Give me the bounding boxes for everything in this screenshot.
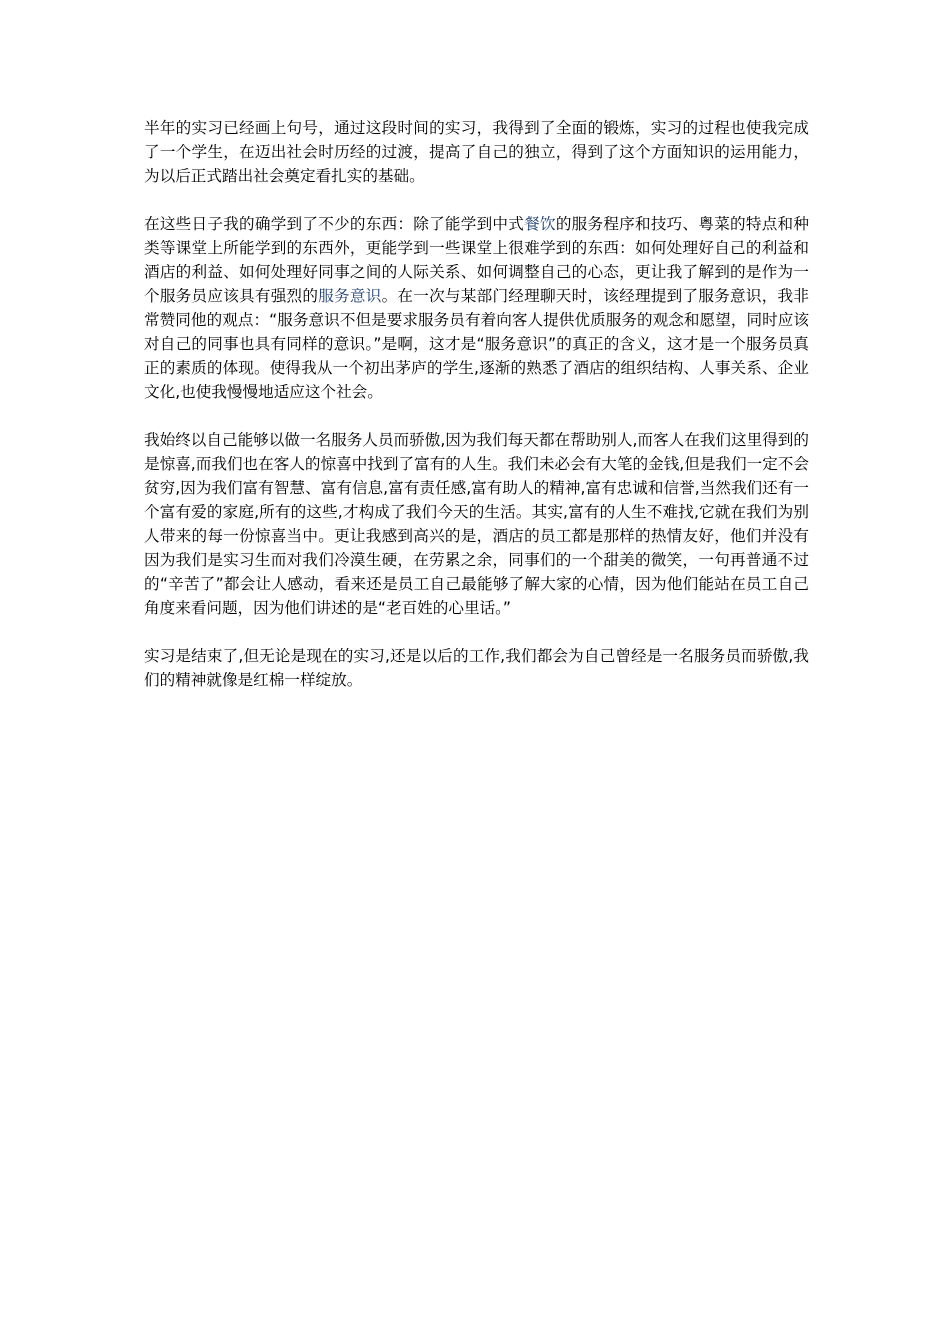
paragraph-text: 的服务程序和技巧、粤菜的特点和种类等课堂上所能学到的东西外，更能学到一些课堂上很难学到的东西：如何处理好自己的利益和酒店的利益、如何处理好同事之间的人际关系、如何调整自己的心态，更让我了解到的是作为一个服务员应该具有强烈的 [144,215,809,305]
paragraph-text: 我始终以自己能够以做一名服务人员而骄傲,因为我们每天都在帮助别人,而客人在我们这里得到的是惊喜,而我们也在客人的惊喜中找到了富有的人生。我们未必会有大笔的金钱,但是我们一定不会贫穷,因为我们富有智慧、富有信息,富有责任感,富有助人的精神,富有忠诚和信誉,当然我们还有一个富有爱的家庭,所有的这些,才构成了我们今天的生活。其实,富有的人生不难找,它就在我们为别人带来的每一份惊喜当中。更让我感到高兴的是，酒店的员工都是那样的热情友好，他们并没有因为我们是实习生而对我们冷漠生硬，在劳累之余，同事们的一个甜美的微笑，一句再普通不过的“辛苦了”都会让人感动，看来还是员工自己最能够了解大家的心情，因为他们能站在员工自己角度来看问题，因为他们讲述的是“老百姓的心里话。” [144,431,809,617]
link-service-awareness[interactable]: 服务意识 [318,287,382,305]
paragraph-text: 实习是结束了,但无论是现在的实习,还是以后的工作,我们都会为自己曾经是一名服务员而骄傲,我们的精神就像是红棉一样绽放。 [144,647,809,689]
paragraph-4 [144,644,809,692]
paragraph-text: 半年的实习已经画上句号，通过这段时间的实习，我得到了全面的锻炼，实习的过程也使我完成了一个学生，在迈出社会时历经的过渡，提高了自己的独立，得到了这个方面知识的运用能力，为以后正式踏出社会奠定看扎实的基础。 [144,119,809,185]
link-catering[interactable]: 餐饮 [524,215,556,233]
paragraph-3 [144,428,809,620]
paragraph-1 [144,116,809,188]
paragraph-text: 在这些日子我的确学到了不少的东西：除了能学到中式 [144,215,525,233]
document-body [144,116,809,692]
paragraph-2 [144,212,809,404]
paragraph-text: 。在一次与某部门经理聊天时，该经理提到了服务意识，我非常赞同他的观点：“服务意识不但是要求服务员有着向客人提供优质服务的观念和愿望，同时应该对自己的同事也具有同样的意识。”是啊，这才是“服务意识”的真正的含义，这才是一个服务员真正的素质的体现。使得我从一个初出茅庐的学生,逐渐的熟悉了酒店的组织结构、人事关系、企业文化,也使我慢慢地适应这个社会。 [144,287,809,401]
